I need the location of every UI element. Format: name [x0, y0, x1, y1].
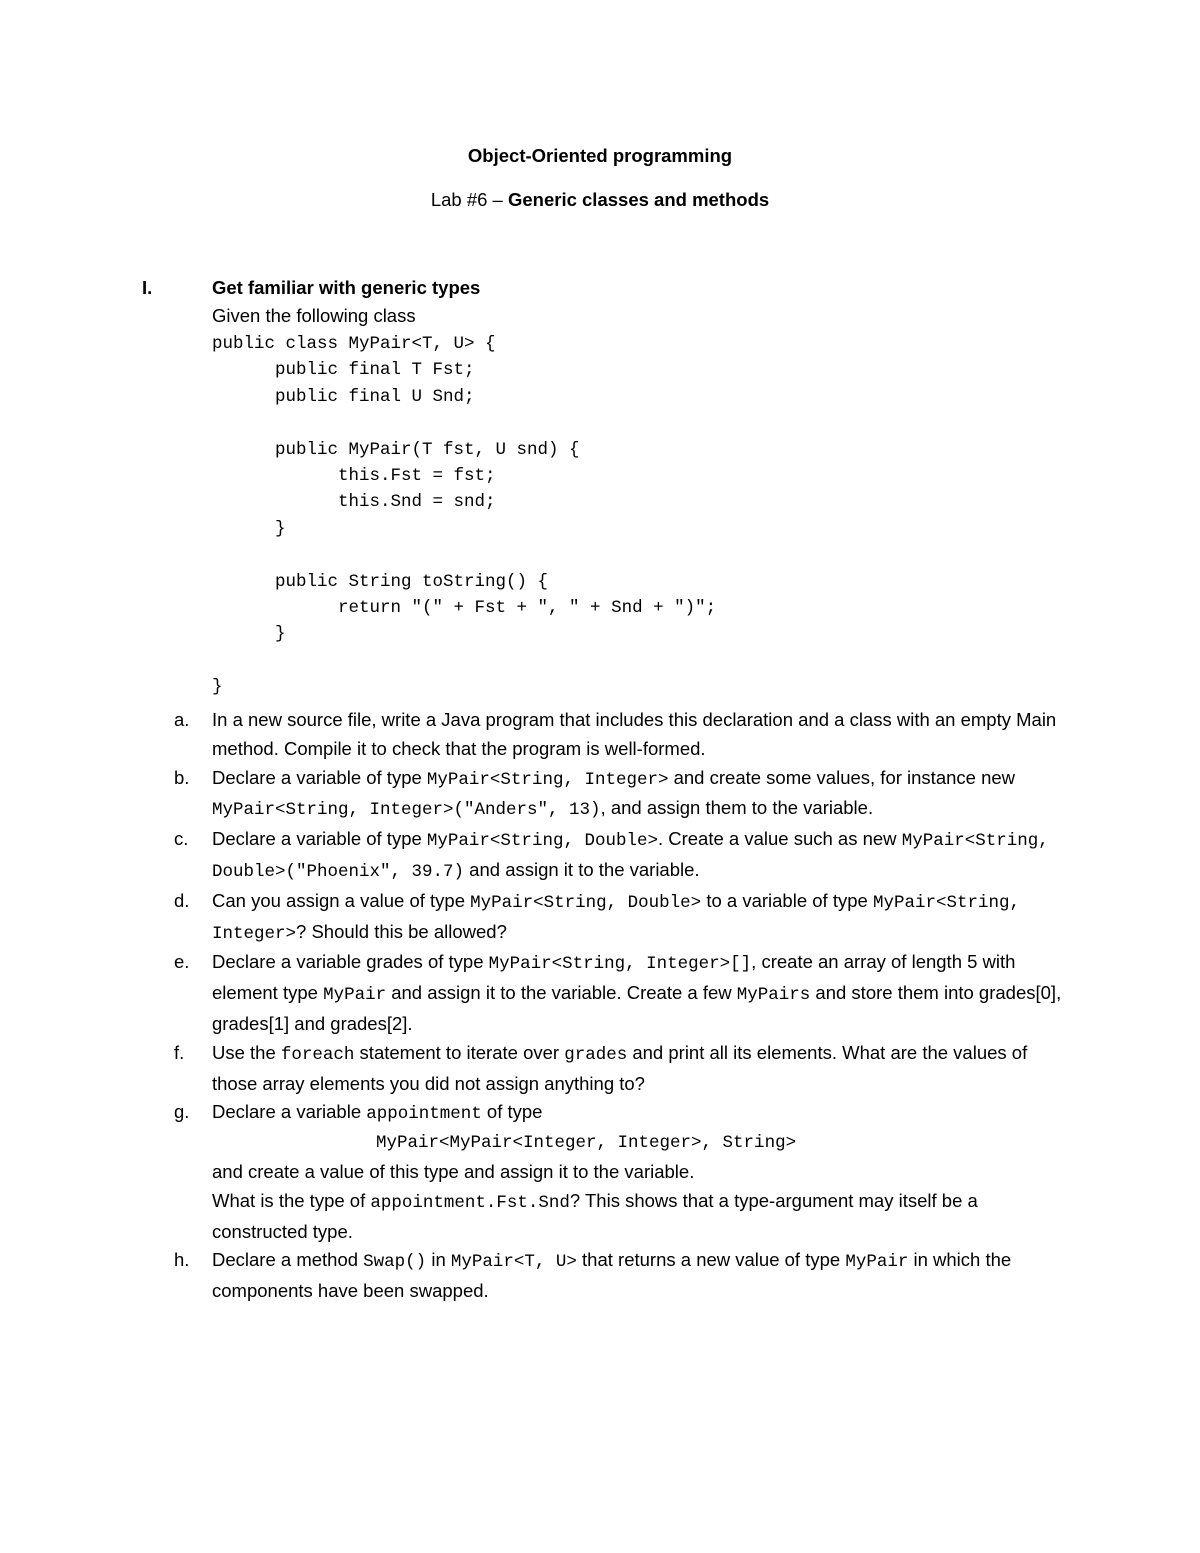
- task-text: [212, 825, 1062, 887]
- task-text: [212, 764, 1062, 826]
- inline-code: MyPair<String, Integer>[]: [488, 954, 752, 975]
- inline-code: MyPairs: [736, 985, 811, 1006]
- inline-code: MyPair<String, Double>: [426, 831, 658, 852]
- task-marker: c.: [174, 828, 189, 850]
- task-text: [212, 887, 1062, 949]
- inline-code: MyPair<String, Integer>: [212, 892, 1020, 944]
- task-item-h: [0, 1246, 1062, 1306]
- task-text-part: ? This shows that a type-argument may itself be a constructed type.: [212, 1189, 978, 1242]
- task-text-part: In a new source file, write a Java program that includes this declaration and a class with an empty Main method. Compile it to check that the program is well-formed.: [212, 709, 1057, 759]
- task-text-part: in: [426, 1249, 451, 1271]
- task-text: [212, 706, 1062, 764]
- task-text-part: Declare a variable: [212, 1101, 367, 1123]
- document-title: Object-Oriented programming: [467, 145, 733, 166]
- task-marker: b.: [174, 766, 190, 788]
- inline-code: MyPair<String, Double>: [470, 892, 702, 913]
- task-text-part: Declare a variable of type: [212, 766, 427, 788]
- task-text: [212, 1246, 1062, 1306]
- task-text-part: in which the components have been swapped.: [212, 1249, 1012, 1302]
- task-text-part: Can you assign a value of type: [212, 889, 471, 911]
- task-item-e: [0, 948, 1062, 1038]
- task-text: [212, 948, 1062, 1038]
- task-text-part: Declare a method: [212, 1249, 364, 1271]
- inline-code: MyPair<String, Integer>("Anders", 13): [212, 800, 601, 821]
- task-text-part: and create a value of this type and assign it to the variable.: [212, 1160, 695, 1182]
- task-text-part: to a variable of type: [701, 889, 873, 911]
- task-text-part: , create an array of length 5 with element type: [212, 951, 1016, 1004]
- inline-code: MyPair: [323, 985, 387, 1006]
- code-block: public class MyPair<T, U> { public final T Fst; public final U Snd; public MyPair(T fst, U snd) { this.Fst = fst; this.Snd = snd; } public String toString() { return "(" + Fst + ", " + Snd + ")"; } }: [212, 334, 717, 698]
- subtitle-bold: Generic classes and methods: [507, 189, 770, 210]
- task-text-part: and print all its elements. What are the values of those array elements you did not assign anything to?: [212, 1041, 1028, 1094]
- task-item-f: [0, 1039, 1062, 1099]
- task-marker: f.: [174, 1041, 185, 1063]
- section-intro: Given the following class: [212, 305, 416, 326]
- task-text: [212, 1098, 1062, 1246]
- inline-code: MyPair<T, U>: [450, 1252, 577, 1273]
- inline-code: MyPair<MyPair<Integer, Integer>, String>: [376, 1133, 797, 1154]
- task-text-part: of type: [481, 1101, 543, 1123]
- task-item-a: [0, 706, 1062, 764]
- task-text-part: and create some values, for instance new: [668, 766, 1016, 788]
- task-marker: g.: [174, 1101, 190, 1123]
- task-marker: a.: [174, 709, 190, 730]
- subtitle-prefix: Lab #6 –: [430, 189, 508, 210]
- task-text-part: ? Should this be allowed?: [296, 920, 507, 942]
- task-item-b: [0, 764, 1062, 826]
- task-text-part: , and assign them to the variable.: [600, 797, 874, 819]
- inline-code: MyPair: [845, 1252, 909, 1273]
- inline-code: foreach: [280, 1044, 355, 1065]
- inline-code: appointment: [366, 1104, 482, 1125]
- task-text-part: and assign it to the variable.: [464, 858, 700, 880]
- task-text-part: and assign it to the variable. Create a few: [386, 982, 737, 1004]
- task-text-part: Declare a variable of type: [212, 828, 427, 850]
- task-text-part: . Create a value such as new: [657, 828, 902, 850]
- document-subtitle: [0, 188, 1200, 212]
- task-text-part: Use the: [212, 1041, 281, 1063]
- task-text-part: What is the type of: [212, 1189, 371, 1211]
- task-text-part: statement to iterate over: [354, 1041, 565, 1063]
- inline-code: grades: [564, 1044, 628, 1065]
- task-marker: h.: [174, 1249, 190, 1271]
- task-marker: d.: [174, 889, 190, 911]
- task-list: [0, 706, 1200, 1306]
- inline-code: appointment.Fst.Snd: [370, 1192, 570, 1213]
- inline-code: Swap(): [363, 1252, 427, 1273]
- task-text-part: that returns a new value of type: [576, 1249, 846, 1271]
- task-item-g: [0, 1098, 1062, 1246]
- section-number: I.: [142, 277, 153, 298]
- task-item-c: [0, 825, 1062, 887]
- task-text: [212, 1039, 1062, 1099]
- section-heading: Get familiar with generic types: [212, 277, 481, 298]
- inline-code: MyPair<String, Integer>: [426, 769, 669, 790]
- task-text-part: Declare a variable grades of type: [212, 951, 489, 973]
- task-item-d: [0, 887, 1062, 949]
- inline-code: MyPair<String, Double>("Phoenix", 39.7): [212, 831, 1049, 882]
- task-marker: e.: [174, 951, 190, 973]
- task-text-part: and store them into grades[0], grades[1] and grades[2].: [212, 982, 1062, 1034]
